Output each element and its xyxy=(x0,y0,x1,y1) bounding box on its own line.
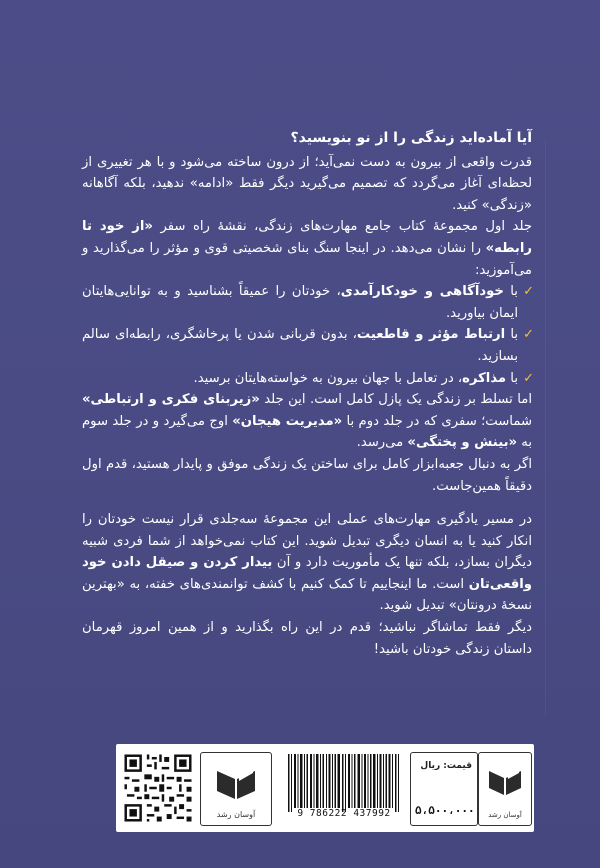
list-item: ✓ با ارتباط مؤثر و قاطعیت، بدون قربانی شدن یا پرخاشگری، رابطه‌ای سالم بسازید. xyxy=(82,324,532,367)
series-paragraph: اما تسلط بر زندگی یک پازل کامل است. این جلد «زیربنای فکری و ارتباطی» شماست؛ سفری که در جلد دوم با «مدیریت هیجان» اوج می‌گیرد و در جلد سوم به «بینش و پختگی» می‌رسد. xyxy=(82,392,532,451)
check-icon: ✓ xyxy=(523,370,534,386)
isbn-digits: 9 786222 437992 xyxy=(297,808,391,819)
toolkit-paragraph: اگر به دنبال جعبه‌ابزار کامل برای ساختن یک زندگی موفق و پایدار هستید، قدم اول دقیقاً همین‌جاست. xyxy=(82,456,532,494)
volume-paragraph: جلد اول مجموعهٔ کتاب جامع مهارت‌های زندگی، نقشهٔ راه سفر «از خود تا رابطه» را نشان می‌دهد. در اینجا سنگ بنای شخصیتی قوی و مؤثر را می‌گذارید و می‌آموزید: xyxy=(82,219,532,278)
qr-code-icon xyxy=(122,752,194,824)
price-label: قیمت: ریال xyxy=(420,761,472,771)
publisher-logo xyxy=(200,752,272,826)
check-icon: ✓ xyxy=(523,327,534,343)
list-item: ✓ با خودآگاهی و خودکارآمدی، خودتان را عمیقاً بشناسید و به توانایی‌هایتان ایمان بیاورید. xyxy=(82,281,532,324)
decorative-line xyxy=(545,140,546,715)
headline-question: آیا آماده‌اید زندگی را از نو بنویسید؟ xyxy=(290,130,532,146)
intro-paragraph: قدرت واقعی از بیرون به دست نمی‌آید؛ از درون ساخته می‌شود و با هر تغییری از لحظه‌ای آغاز می‌گردد که تصمیم می‌گیرید دیگر فقط «ادامه» ندهید، بلکه آگاهانه «زندگی» کنید. xyxy=(82,154,532,213)
publisher-logo-small xyxy=(478,752,532,826)
check-icon: ✓ xyxy=(523,284,534,300)
publisher-name: آوسان رشد xyxy=(216,810,256,819)
book-logo-icon xyxy=(201,759,271,809)
closing-paragraph: دیگر فقط تماشاگر نباشید؛ قدم در این راه بگذارید و از همین امروز قهرمان داستان زندگی خودتان باشید! xyxy=(82,620,532,657)
price-value: ۵،۵۰۰،۰۰۰ xyxy=(415,804,475,817)
list-item: ✓ با مذاکره، در تعامل با جهان بیرون به خواسته‌هایتان برسید. xyxy=(82,368,532,390)
back-cover-text xyxy=(82,128,532,660)
publisher-name: آوسان رشد xyxy=(488,811,522,819)
mission-paragraph: در مسیر یادگیری مهارت‌های عملی این مجموعهٔ سه‌جلدی قرار نیست خودتان را انکار کنید یا به انسان دیگری تبدیل شوید. این کتاب نمی‌خواهد از شما فردی شبیه دیگران بسازد، بلکه تنها یک مأموریت دارد و آن بیدار کردن و صیقل دادن خود واقعی‌تان است. ما اینجاییم تا کمک کنیم با کشف توانمندی‌های خفته، به «بهترین نسخهٔ درونتان» تبدیل شوید. xyxy=(82,512,532,614)
price-box xyxy=(410,752,478,826)
book-logo-icon xyxy=(479,759,531,807)
